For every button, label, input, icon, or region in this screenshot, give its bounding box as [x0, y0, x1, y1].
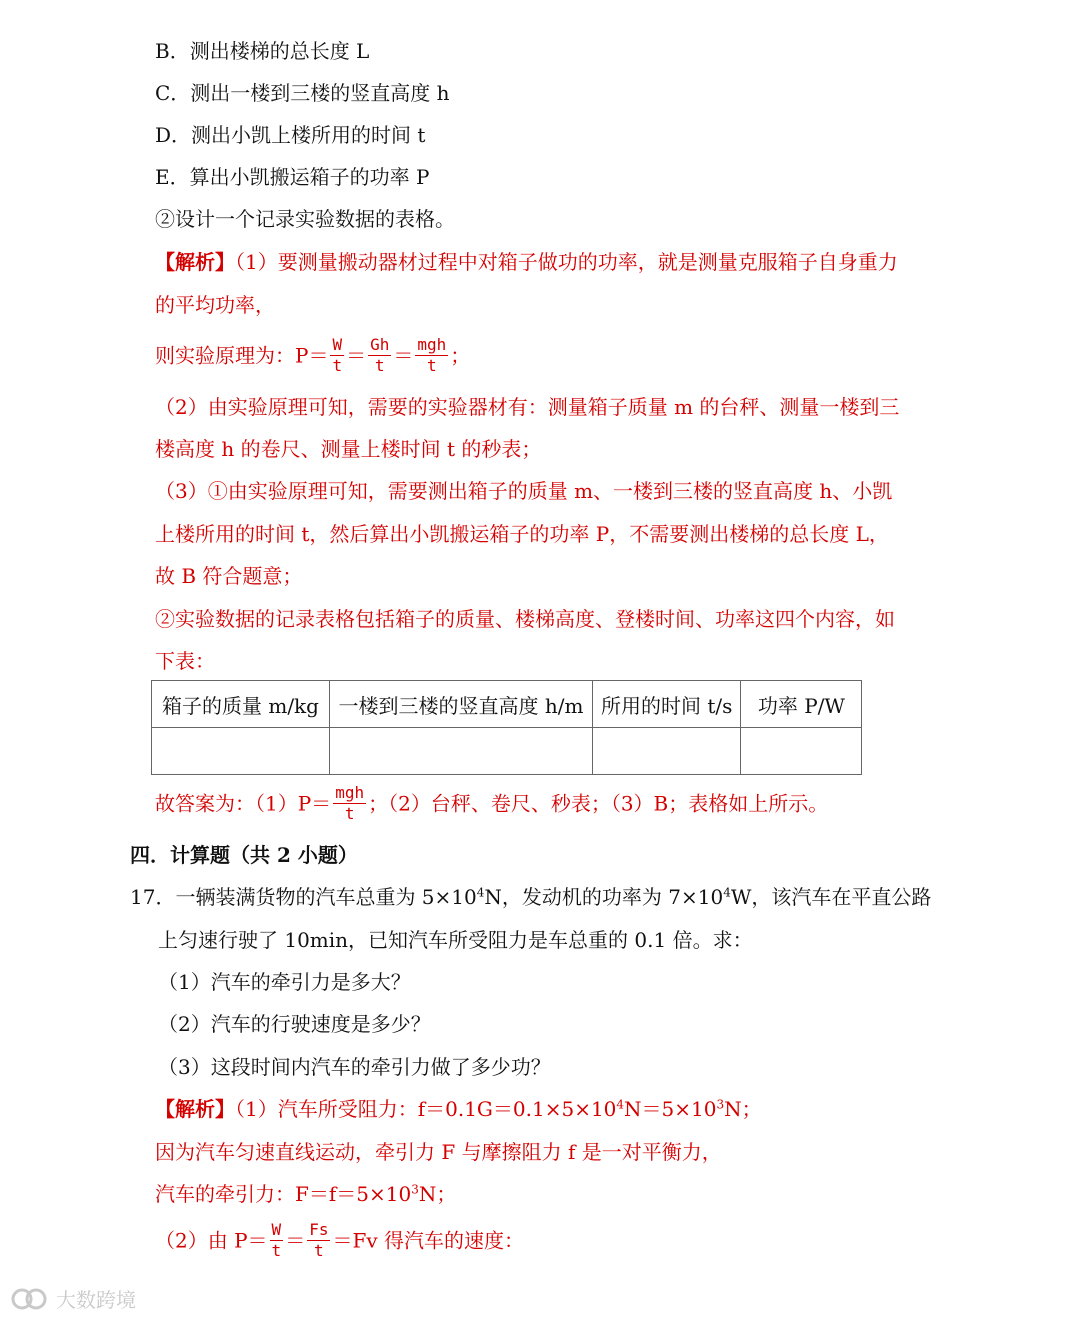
analysis-16-p3-line1: （3）①由实验原理可知，需要测出箱子的质量 m、一楼到三楼的竖直高度 h、小凯	[155, 479, 893, 503]
analysis-16-p4-line1: ②实验数据的记录表格包括箱子的质量、楼梯高度、登楼时间、功率这四个内容，如	[155, 607, 895, 631]
fraction-gh-over-t: $\frac{Gh}{t}$	[370, 335, 390, 375]
question-17-sub2: （2）汽车的行驶速度是多少？	[158, 1012, 431, 1036]
table-cell	[152, 728, 330, 775]
task-2: ②设计一个记录实验数据的表格。	[155, 207, 455, 231]
analysis-17-line3: 汽车的牵引力：$F=f=5\times 10^3N$；	[155, 1182, 457, 1206]
analysis-17-line4: （2）由 P＝ $\frac{W}{t}$ ＝ $\frac{Fs}{t}$ ＝Fv 得汽车的速度：	[155, 1220, 524, 1260]
equals-sign: ＝	[346, 343, 367, 368]
table-header-cell: 箱子的质量 m/kg	[152, 681, 330, 728]
fraction-mgh-over-t: $\frac{\text{mgh}}{t}$	[335, 783, 365, 823]
analysis-17-line1: 【解析】（1）汽车所受阻力：$f=0.1G=0.1\times 5\times 10^4N=5\times 10^3N$；	[155, 1097, 762, 1121]
option-b: B．测出楼梯的总长度 L	[155, 39, 370, 63]
answer-summary	[155, 780, 828, 826]
principle-prefix: 则实验原理为：P＝	[155, 343, 329, 368]
principle-formula	[155, 332, 470, 378]
question-17-line1: 17．一辆装满货物的汽车总重为 $5\times 10^4N$，发动机的功率为 $7\times 10^4W$，该汽车在平直公路	[130, 885, 932, 909]
table-cell	[330, 728, 593, 775]
watermark	[10, 1284, 136, 1313]
fraction-w-over-t: $\frac{W}{t}$	[332, 335, 343, 375]
option-d: D．测出小凯上楼所用的时间 t	[155, 123, 426, 147]
watermark-logo-icon	[10, 1286, 50, 1312]
analysis-16-p3-line3: 故 B 符合题意；	[155, 564, 303, 588]
fraction-w-over-t: $\frac{W}{t}$	[271, 1220, 282, 1260]
analysis-16-p1-line1	[155, 249, 898, 275]
table-header-cell: 功率 P/W	[741, 681, 862, 728]
experiment-data-table	[151, 680, 862, 775]
table-row	[152, 728, 862, 775]
analysis-text: （1）要测量搬动器材过程中对箱子做功的功率，就是测量克服箱子自身重力	[235, 250, 898, 274]
analysis-17-line2: 因为汽车匀速直线运动，牵引力 F 与摩擦阻力 f 是一对平衡力，	[155, 1140, 722, 1164]
option-c: C．测出一楼到三楼的竖直高度 h	[155, 81, 450, 105]
table-header-cell: 一楼到三楼的竖直高度 h/m	[330, 681, 593, 728]
fraction-fs-over-t: $\frac{Fs}{t}$	[309, 1220, 329, 1260]
analysis-16-p2-line1: （2）由实验原理可知，需要的实验器材有：测量箱子质量 m 的台秤、测量一楼到三	[155, 395, 900, 419]
answer-suffix: ；（2）台秤、卷尺、秒表；（3）B；表格如上所示。	[368, 791, 829, 816]
analysis-tag: 【解析】	[155, 250, 235, 274]
table-header-cell: 所用的时间 t/s	[593, 681, 741, 728]
question-17-line2: 上匀速行驶了 10min，已知汽车所受阻力是车总重的 0.1 倍。求：	[158, 928, 753, 952]
fraction-mgh-over-t: $\frac{\text{mgh}}{t}$	[417, 335, 447, 375]
table-cell	[741, 728, 862, 775]
option-e: E．算出小凯搬运箱子的功率 P	[155, 165, 430, 189]
answer-prefix: 故答案为：（1）P＝	[155, 791, 332, 816]
table-header-row	[152, 681, 862, 728]
question-17-sub3: （3）这段时间内汽车的牵引力做了多少功？	[158, 1055, 551, 1079]
table-cell	[593, 728, 741, 775]
section-heading: 四．计算题（共 2 小题）	[130, 843, 358, 867]
analysis-16-p2-line2: 楼高度 h 的卷尺、测量上楼时间 t 的秒表；	[155, 437, 542, 461]
analysis-16-p3-line2: 上楼所用的时间 t，然后算出小凯搬运箱子的功率 P，不需要测出楼梯的总长度 L，	[155, 522, 889, 546]
analysis-16-p4-line2: 下表：	[155, 649, 215, 673]
analysis-tag: 【解析】	[155, 1097, 235, 1121]
watermark-text: 大数跨境	[56, 1288, 136, 1312]
analysis-16-p1-line2: 的平均功率，	[155, 293, 275, 317]
equals-sign: ＝	[393, 343, 414, 368]
question-17-sub1: （1）汽车的牵引力是多大？	[158, 970, 411, 994]
semicolon: ；	[450, 343, 471, 368]
equals-sign: ＝	[285, 1228, 306, 1253]
